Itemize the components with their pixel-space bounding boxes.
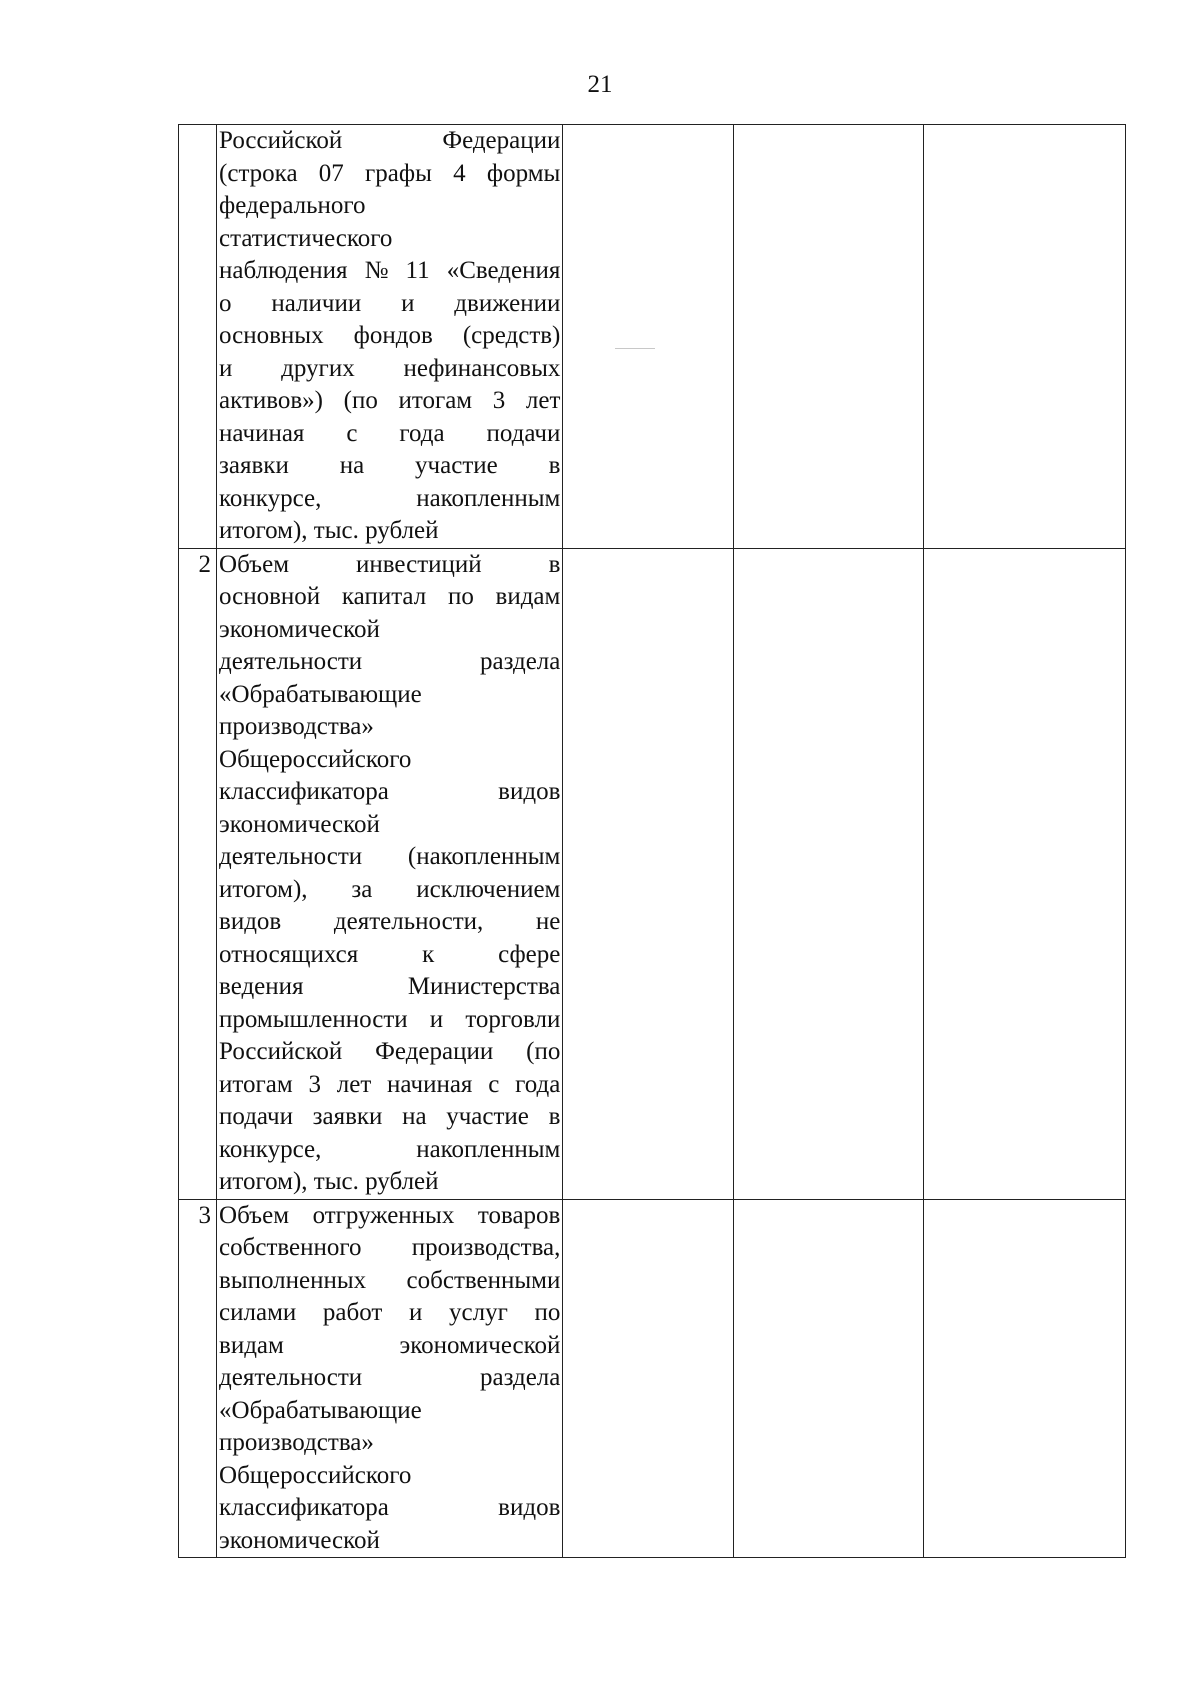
description-line: видам экономической — [219, 1331, 561, 1359]
indicator-description-cell — [217, 548, 563, 1199]
page-number: 21 — [587, 71, 613, 98]
description-line: силами работ и услуг по — [219, 1299, 561, 1326]
description-line: итогом), тыс. рублей — [219, 1168, 439, 1195]
value-cell-1 — [563, 125, 733, 549]
description-line: итогам 3 лет начиная с года — [219, 1070, 561, 1098]
description-line: подачи заявки на участие в — [219, 1103, 561, 1130]
value-cell-3 — [923, 548, 1125, 1199]
table-row — [179, 548, 1126, 1199]
value-cell-2 — [733, 548, 923, 1199]
description-line: Объем инвестиций в — [219, 550, 561, 578]
description-line: основной капитал по видам — [219, 583, 561, 610]
description-line: производства» — [219, 1429, 374, 1456]
description-line: собственного производства, — [219, 1234, 561, 1261]
value-cell-2 — [733, 1199, 923, 1558]
description-line: Общероссийского — [219, 745, 412, 773]
description-line: статистического — [219, 224, 393, 252]
description-line: экономической — [219, 615, 380, 643]
indicator-description-cell — [217, 125, 563, 549]
row-number-cell: 3 — [179, 1199, 217, 1558]
description-line: заявки на участие в — [219, 452, 561, 479]
indicators-table — [178, 124, 1126, 1558]
row-number-cell — [179, 125, 217, 549]
value-cell-3 — [923, 125, 1125, 549]
indicator-description-cell — [217, 1199, 563, 1558]
description-line: активов») (по итогам 3 лет — [219, 387, 561, 414]
value-cell-2 — [733, 125, 923, 549]
description-line: Российской Федерации (по — [219, 1038, 561, 1065]
description-line: о наличии и движении — [219, 289, 561, 317]
description-line: деятельности раздела — [219, 648, 561, 675]
description-line: деятельности раздела — [219, 1364, 561, 1391]
description-line: видов деятельности, не — [219, 908, 561, 935]
description-line: выполненных собственными — [219, 1266, 561, 1294]
description-line: и других нефинансовых — [219, 354, 561, 382]
description-line: «Обрабатывающие — [219, 680, 422, 708]
description-line: классификатора видов — [219, 1494, 561, 1521]
description-line: итогом), за исключением — [219, 875, 561, 903]
value-cell-1 — [563, 548, 733, 1199]
description-line: наблюдения № 11 «Сведения — [219, 257, 561, 284]
description-line: конкурсе, накопленным — [219, 1135, 561, 1163]
description-line: Общероссийского — [219, 1461, 412, 1489]
description-line: основных фондов (средств) — [219, 322, 561, 349]
description-line: промышленности и торговли — [219, 1005, 561, 1033]
description-line: итогом), тыс. рублей — [219, 517, 439, 544]
value-cell-1 — [563, 1199, 733, 1558]
description-line: экономической — [219, 1526, 380, 1554]
description-line: Российской Федерации — [219, 127, 561, 154]
table-row — [179, 1199, 1126, 1558]
description-line: относящихся к сфере — [219, 940, 561, 968]
row-number-cell: 2 — [179, 548, 217, 1199]
value-cell-3 — [923, 1199, 1125, 1558]
description-line: «Обрабатывающие — [219, 1396, 422, 1424]
description-line: Объем отгруженных товаров — [219, 1201, 561, 1229]
description-line: экономической — [219, 810, 380, 838]
table-row — [179, 125, 1126, 549]
description-line: конкурсе, накопленным — [219, 484, 561, 512]
description-line: федерального — [219, 192, 366, 219]
description-line: ведения Министерства — [219, 973, 561, 1000]
description-line: (строка 07 графы 4 формы — [219, 159, 561, 187]
description-line: производства» — [219, 713, 374, 740]
description-line: начиная с года подачи — [219, 419, 561, 447]
description-line: деятельности (накопленным — [219, 843, 561, 870]
description-line: классификатора видов — [219, 778, 561, 805]
